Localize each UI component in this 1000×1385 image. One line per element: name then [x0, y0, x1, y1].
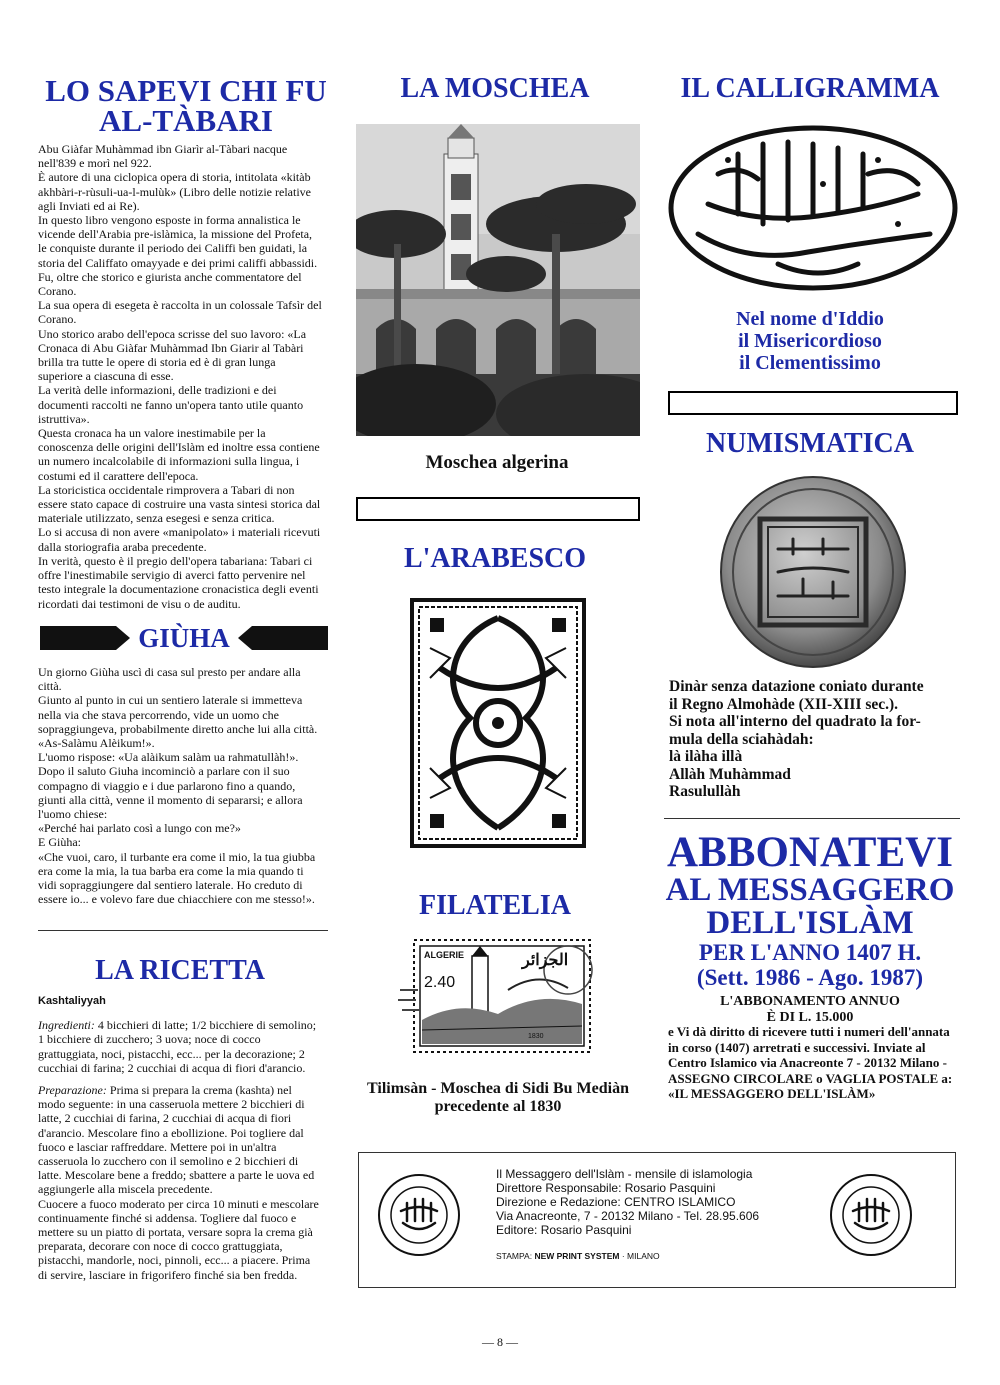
tabari-paragraph: Questa cronaca ha un valore inestimabile per la conoscenza delle origini dell'Islàm ed inoltre essa contiene un numero incalcolabile di informazioni sulla lingua, i costumi ed il carattere dell'epoca. [38, 426, 320, 483]
tabari-paragraph: È autore di una ciclopica opera di storia, intitolata «kitàb akhbàri-r-rùsuli-ua-l-mulùk» (Libro delle notizie relative agli Inviati ed ai Re). [38, 170, 311, 213]
stamp-caption-line2: precedente al 1830 [434, 1098, 562, 1115]
tabari-paragraph: La sua opera di esegeta è raccolta in un colossale Tafsìr del Corano. [38, 298, 322, 327]
ricetta-article [38, 994, 322, 1282]
coin-line: Allàh Muhàmmad [669, 765, 791, 783]
giuha-story [38, 665, 322, 906]
printer-city: · MILANO [621, 1251, 660, 1261]
mosque-photo [356, 124, 640, 436]
giuha-paragraph: Un giorno Giùha uscì di casa sul presto per andare alla città. [38, 665, 301, 694]
subscribe-price-label: L'ABBONAMENTO ANNUO [720, 994, 900, 1009]
calligram-oval [668, 124, 958, 292]
giuha-paragraph: Dopo il saluto Giuha incominciò a parlare con il suo compagno di viaggio e i due parlarono fino a quando, giunti alla città, venne il momento di separarsi; e allora l'uomo chiese: [38, 764, 303, 822]
colophon-line: Direttore Responsabile: Rosario Pasquini [496, 1181, 716, 1195]
coin-line: mula della sciahàdah: [669, 730, 814, 748]
coin-line: Si nota all'interno del quadrato la for- [669, 713, 921, 730]
ricetta-title: LA RICETTA [95, 955, 265, 986]
giuha-paragraph: Giunto al punto in cui un sentiero laterale si immetteva nella via che stava percorrendo, vide un uomo che sopraggiungeva, probabilmente diretto anche lui alla città. [38, 693, 318, 736]
subscribe-year: PER L'ANNO 1407 H. [698, 940, 922, 965]
tabari-title [38, 73, 334, 138]
ricetta-preparation-cont: Cuocere a fuoco moderato per circa 10 minuti e mescolare continuamente finché si addensa. Togliere dal fuoco e mettere su un piatto di portata, versare sopra la crema già preparata, decorare con noce di cocco grattuggiata, pistacchi, mandorle, noci, pinnoli, ecc... a piacere. Prima di servire, lasciare in frigorifero finché sia ben fredda. [38, 1196, 319, 1282]
colophon-text [496, 1167, 759, 1263]
calligram-line3: il Clementissimo [739, 352, 881, 374]
preparation-text: Prima si prepara la crema (kashta) nel modo seguente: in una casseruola mettere 2 bicchieri di latte, 2 cucchiai di farina, 2 cucchiai di acqua di fiori d'arancio. Mescolare fino a ebollizione. Poi togliere dal fuoco e lasciar raffreddare. Mettere poi in un'altra casseruola lo zucchero con il semolino e 2 bicchieri di latte. Mescolare bene a freddo; sbattere a parte le uova ed aggiungerle alla miscela precedente. [38, 1083, 315, 1197]
coin-line: Rasulullàh [669, 783, 741, 800]
tabari-title-line1: LO SAPEVI CHI FU [45, 73, 327, 108]
tabari-paragraph: In questo libro vengono esposte in forma annalistica le vicende dell'Arabia pre-islàmica, la missione del Profeta, le conquiste durante il periodo dei Califfi ben guidati, la storia del Califfato omayyade e dei primi califfi abbassidi. [38, 213, 318, 270]
subscribe-period: (Sett. 1986 - Ago. 1987) [696, 965, 924, 990]
stamp-arabic-text: الجزائر [522, 952, 569, 969]
coin-description [669, 678, 959, 801]
tabari-article [38, 142, 322, 611]
calligram-line1: Nel nome d'Iddio [736, 308, 884, 330]
ingredients-text: 4 bicchieri di latte; 1/2 bicchiere di semolino; 1 bicchiere di zucchero; 3 uova; noce di cocco grattuggiata, noci, pistacchi, ecc... per la decorazione; 2 cucchiai di farina; 2 cucchiai di acqua di fiori d'arancio. [38, 1018, 317, 1075]
tabari-paragraph: Abu Giàfar Muhàmmad ibn Giarìr al-Tàbari nacque nell'839 e morì nel 922. [38, 142, 288, 171]
colophon-line: Via Anacreonte, 7 - 20132 Milano - Tel. 28.95.606 [496, 1209, 760, 1223]
tabari-title-line2: AL-TÀBARI [99, 103, 273, 138]
tabari-paragraph: Lo si accusa di non avere «manipolato» i materiali ricevuti dalla storiografia araba precedente. [38, 525, 321, 554]
colophon-line: Il Messaggero dell'Islàm - mensile di islamologia [496, 1167, 753, 1181]
stamp-country: ALGERIE [424, 950, 465, 960]
empty-box-mid [356, 497, 640, 521]
giuha-title: GIÙHA [138, 623, 230, 653]
stamp-caption [340, 1080, 656, 1116]
subscription-details [668, 1024, 958, 1102]
giuha-paragraph: «Perché hai parlato così a lungo con me?» [38, 821, 241, 836]
preparation-label: Preparazione: [38, 1083, 107, 1098]
calligramma-title: IL CALLIGRAMMA [680, 73, 940, 104]
tabari-paragraph: La storicistica occidentale rimprovera a Tabari di non essere stato capace di costruire una vasta sintesi storica dal materiale utilizzato, senza esegesi e senza critica. [38, 482, 321, 526]
giuha-paragraph: «Che vuoi, caro, il turbante era come il mio, la tua giubba era come la mia, la tua barba era come la mia quando ti vidi sopraggiungere dal sentiero laterale. Ho creduto di essere io... e volevo fare due chiacchiere con me stesso!». [38, 849, 316, 907]
colophon-line: Direzione e Redazione: CENTRO ISLAMICO [496, 1195, 736, 1209]
coin-line: là ilàha illà [669, 748, 743, 765]
stamp-image [398, 930, 598, 1060]
ricetta-ingredients [38, 1018, 322, 1075]
arabesque-pattern [410, 598, 586, 848]
seal-left [377, 1173, 461, 1257]
stamp-year: 1830 [528, 1033, 544, 1040]
tabari-paragraph: In verità, questo è il pregio dell'opera tabariana: Tabari ci offre l'inestimabile servigio di averci fatto pervenire nel testo integrale la documentazione cronacistica degli eventi ricordati dai testimoni de visu o de auditu. [38, 553, 319, 611]
ricetta-preparation [38, 1083, 322, 1197]
subscription-payee: «IL MESSAGGERO DELL'ISLÀM» [668, 1086, 876, 1101]
giuha-paragraph: «As-Salàmu Alèikum!». [38, 736, 155, 751]
giuha-banner [40, 623, 328, 653]
empty-box-right [668, 391, 958, 415]
colophon-line: Editore: Rosario Pasquini [496, 1223, 632, 1237]
section-divider [38, 930, 328, 931]
printer-name: NEW PRINT SYSTEM [534, 1251, 620, 1261]
subscribe-price: È DI L. 15.000 [766, 1010, 854, 1025]
stamp-value: 2.40 [424, 974, 456, 991]
section-divider-right [664, 818, 960, 819]
subscribe-headline: ABBONATEVI [667, 829, 953, 876]
moschea-title: LA MOSCHEA [400, 73, 590, 104]
numismatica-title: NUMISMATICA [706, 428, 914, 459]
giuha-paragraph: L'uomo rispose: «Ua alàikum salàm ua rahmatullàh!». [38, 750, 299, 765]
coin-line: Dinàr senza datazione coniato durante [669, 678, 924, 695]
filatelia-title: FILATELIA [419, 890, 571, 921]
giuha-paragraph: E Giùha: [38, 835, 81, 850]
tabari-paragraph: Fu, oltre che storico e giurista anche commentatore del Corano. [38, 269, 302, 299]
printer-label: STAMPA: [496, 1251, 533, 1261]
tabari-paragraph: Uno storico arabo dell'epoca scrisse del suo lavoro: «La Cronaca di Abu Giàfar Muhàmmad Ibn Giarir al Tabàri brilla tra tutte le opere di storia ed è di gran lunga superiore a ciascuna di esse. [38, 326, 307, 384]
seal-right [829, 1173, 913, 1257]
arabesco-title: L'ARABESCO [403, 543, 587, 574]
calligram-translation [660, 308, 960, 374]
coin-image [718, 474, 908, 670]
calligram-line2: il Misericordioso [738, 330, 882, 352]
subscribe-line3: DELL'ISLÀM [706, 905, 914, 941]
subscription-ad [660, 829, 960, 1026]
page-number: — 8 — [482, 1335, 518, 1349]
subscribe-line2: AL MESSAGGERO [665, 872, 955, 908]
coin-line: il Regno Almohàde (XII-XIII sec.). [669, 695, 899, 713]
mosque-caption: Moschea algerina [425, 452, 569, 473]
subscription-body: e Vi dà diritto di ricevere tutti i numeri dell'annata in corso (1407) arretrati e successivi. Inviate al Centro Islamico via Anacreonte 7 - 20132 Milano - ASSEGNO CIRCOLARE o VAGLIA POSTALE a: [668, 1024, 953, 1086]
colophon-printer [496, 1249, 759, 1263]
colophon-box [358, 1152, 956, 1288]
tabari-paragraph: La verità delle informazioni, delle tradizioni e dei documenti raccolti ne fanno un'opera tanto utile quanto istruttiva». [38, 383, 304, 426]
stamp-caption-line1: Tilimsàn - Moschea di Sidi Bu Mediàn [367, 1080, 629, 1097]
arabesque-image [410, 598, 586, 848]
ricetta-dish: Kashtaliyyah [38, 995, 106, 1007]
mosque-photo-image [356, 124, 640, 436]
coin-dinar [718, 474, 908, 670]
calligram-image [668, 124, 958, 292]
ingredients-label: Ingredienti: [38, 1018, 95, 1033]
